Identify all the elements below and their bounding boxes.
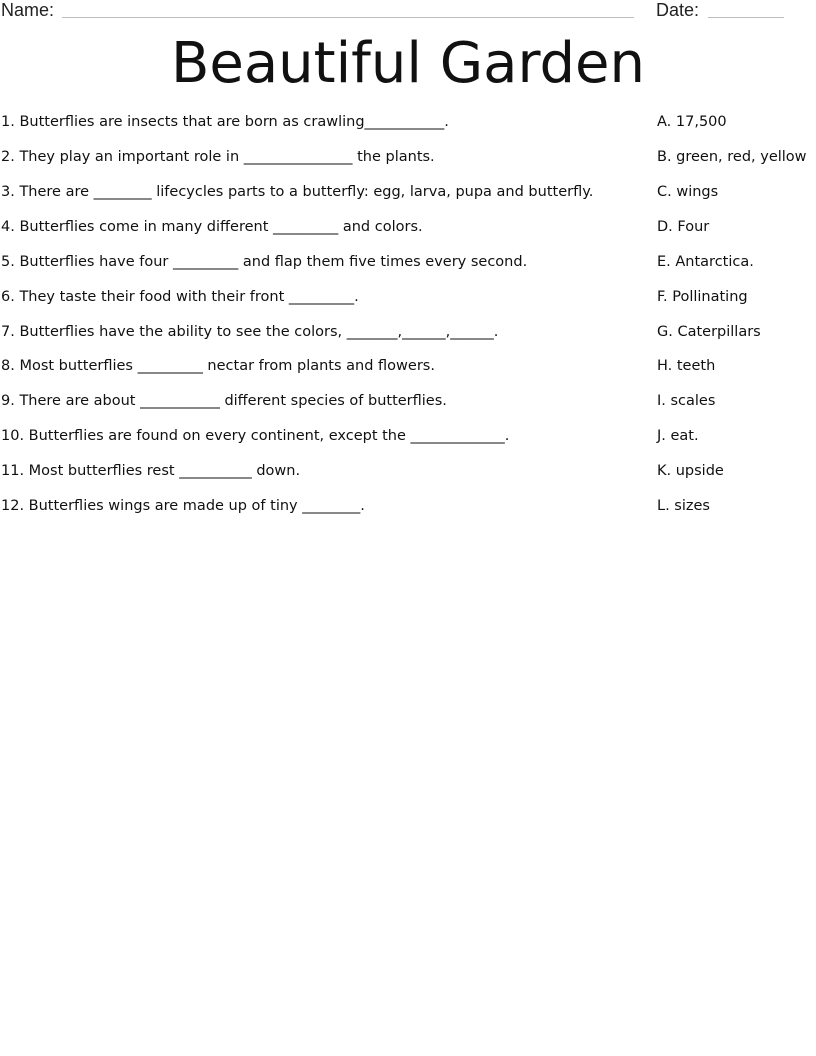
page-title: Beautiful Garden bbox=[170, 31, 645, 96]
answer-option: L. sizes bbox=[657, 498, 710, 514]
answer-option: D. Four bbox=[657, 219, 710, 235]
answer-option: H. teeth bbox=[657, 358, 716, 374]
answer-option: E. Antarctica. bbox=[657, 254, 754, 270]
question-text: 5. Butterflies have four _________ and flap them five times every second. bbox=[1, 254, 528, 270]
question-text: 11. Most butterflies rest __________ down. bbox=[1, 463, 301, 479]
question-row bbox=[0, 426, 816, 448]
question-row bbox=[0, 217, 816, 239]
question-text: 4. Butterflies come in many different _________ and colors. bbox=[1, 219, 423, 235]
date-label: Date: bbox=[656, 0, 700, 20]
answer-option: C. wings bbox=[657, 184, 719, 200]
question-text: 8. Most butterflies _________ nectar from plants and flowers. bbox=[1, 358, 435, 374]
answer-option: K. upside bbox=[657, 463, 724, 479]
answer-option: G. Caterpillars bbox=[657, 324, 761, 340]
question-row bbox=[0, 287, 816, 309]
answer-option: B. green, red, yellow bbox=[657, 149, 807, 165]
question-text: 9. There are about ___________ different species of butterflies. bbox=[1, 393, 447, 409]
answer-option: F. Pollinating bbox=[657, 289, 748, 305]
name-label: Name: bbox=[1, 0, 55, 20]
name-line bbox=[62, 17, 634, 18]
question-text: 10. Butterflies are found on every continent, except the _____________. bbox=[1, 428, 510, 444]
answer-option: A. 17,500 bbox=[657, 114, 727, 130]
answer-option: J. eat. bbox=[657, 428, 699, 444]
question-text: 2. They play an important role in _______________ the plants. bbox=[1, 149, 435, 165]
question-row bbox=[0, 391, 816, 413]
date-line bbox=[708, 17, 784, 18]
question-row bbox=[0, 147, 816, 169]
question-row bbox=[0, 322, 816, 344]
question-row bbox=[0, 461, 816, 483]
question-text: 12. Butterflies wings are made up of tiny ________. bbox=[1, 498, 365, 514]
question-row bbox=[0, 252, 816, 274]
question-text: 6. They taste their food with their front _________. bbox=[1, 289, 359, 305]
answer-option: I. scales bbox=[657, 393, 716, 409]
question-row bbox=[0, 496, 816, 518]
worksheet-header bbox=[0, 0, 816, 22]
question-text: 3. There are ________ lifecycles parts to a butterfly: egg, larva, pupa and butterfly. bbox=[1, 184, 594, 200]
question-row bbox=[0, 356, 816, 378]
question-row bbox=[0, 112, 816, 134]
question-text: 7. Butterflies have the ability to see the colors, _______,______,______. bbox=[1, 324, 499, 340]
question-row bbox=[0, 182, 816, 204]
question-text: 1. Butterflies are insects that are born as crawling___________. bbox=[1, 114, 449, 130]
